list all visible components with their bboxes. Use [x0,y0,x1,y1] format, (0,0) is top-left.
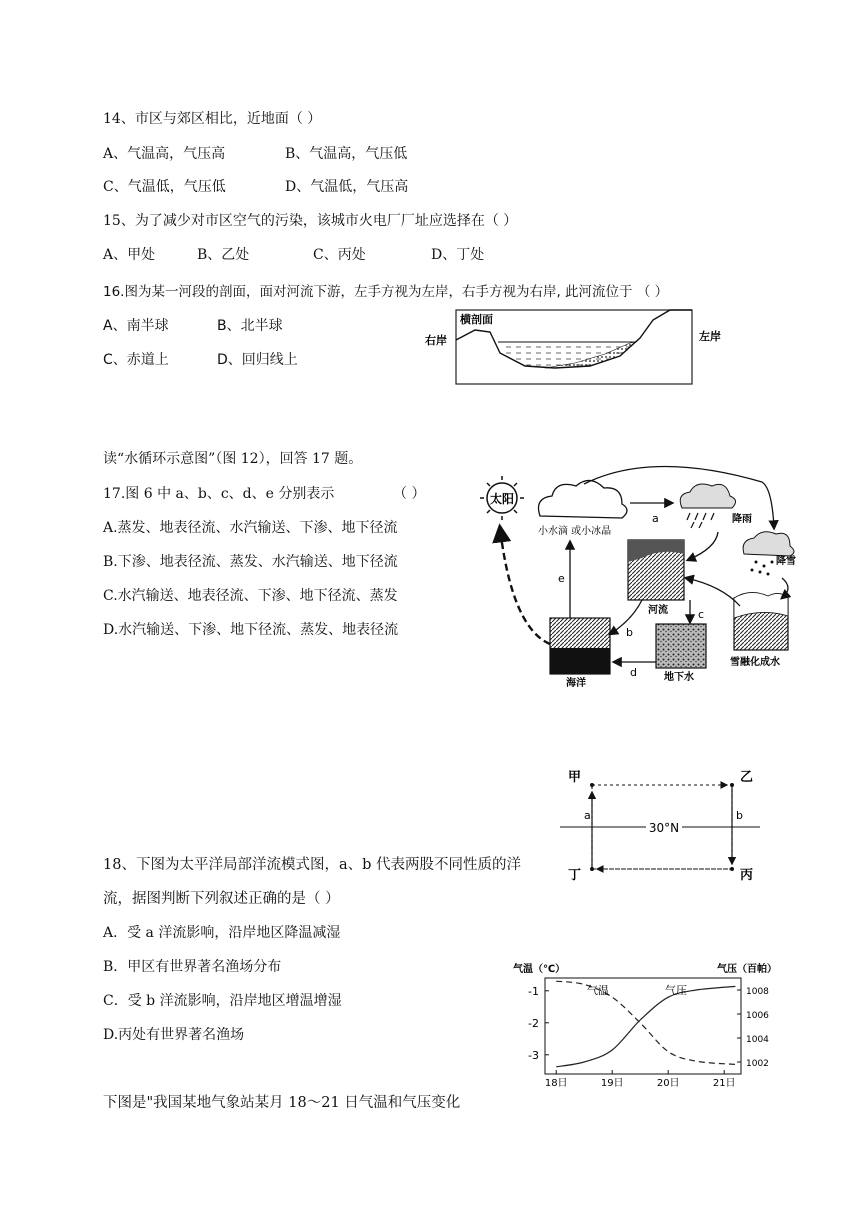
cloud-icon [539,480,628,518]
left-tick-label: -3 [528,1048,539,1062]
q15-option-b: B、乙处 [197,247,250,263]
q16-option-d: D、回归线上 [217,352,298,368]
q14-option-c: C、气温低，气压低 [103,179,226,195]
right-tick-label: 1004 [746,1035,769,1045]
q15-option-c: C、丙处 [313,247,366,263]
right-bank-label: 右岸 [425,334,447,347]
jia-label: 甲 [568,770,582,785]
q18-option-a: A．受 a 洋流影响，沿岸地区降温减湿 [103,925,341,941]
water-cycle-figure [472,458,812,688]
snow-cloud-icon [743,532,794,576]
snow-label: 降雪 [776,556,796,567]
right-tick-label: 1002 [746,1059,769,1069]
x-tick-label: 20日 [656,1078,680,1089]
q14-option-b: B、气温高，气压低 [285,146,408,162]
pressure-series-label: 气压 [665,984,687,997]
sun-icon [480,476,524,520]
q18-option-c: C．受 b 洋流影响，沿岸地区增温增湿 [103,993,342,1009]
q17-option-a: A.蒸发、地表径流、水汽输送、下渗、地下径流 [103,520,398,536]
q18-option-b: B．甲区有世界著名渔场分布 [103,959,282,975]
q17-intro: 读“水循环示意图”（图 12），回答 17 题。 [103,451,363,467]
q16-option-a: A、南半球 [103,318,169,334]
q16-option-c: C、赤道上 [103,352,169,368]
q18-stem-line1: 18、下图为太平洋局部洋流模式图，a、b 代表两股不同性质的洋 [103,857,521,873]
q18-option-d: D.丙处有世界著名渔场 [103,1027,245,1043]
q17-stem: 17.图 6 中 a、b、c、d、e 分别表示 [103,486,335,502]
ocean-current-figure [560,765,760,883]
label-d: d [630,666,637,679]
label-e: e [558,572,565,585]
left-tick-label: -2 [528,1016,539,1030]
ding-label: 丁 [568,868,582,883]
q15-option-a: A、甲处 [103,247,156,263]
river-label: 河流 [648,605,668,616]
q17-option-c: C.水汽输送、地表径流、下渗、地下径流、蒸发 [103,588,398,604]
latitude-label: 30°N [648,821,680,835]
temp-series-label: 气温 [587,984,609,997]
q15-option-d: D、丁处 [431,247,485,263]
x-tick-label: 18日 [544,1078,568,1089]
left-tick-label: -1 [528,984,539,998]
cross-section-label: 横剖面 [460,313,493,326]
pressure-line [556,986,735,1066]
q18-stem-line2: 流，据图判断下列叙述正确的是（ ） [103,891,340,907]
q15-stem: 15、为了减少对市区空气的污染，该城市火电厂厂址应选择在（ ） [103,213,518,229]
rain-cloud-icon [680,484,735,528]
q19-intro: 下图是"我国某地气象站某月 18～21 日气温和气压变化 [103,1095,461,1111]
left-axis-title: 气温（℃） [513,964,566,975]
q16-option-b: B、北半球 [217,318,283,334]
x-tick-label: 19日 [600,1078,624,1089]
q17-option-d: D.水汽输送、下渗、地下径流、蒸发、地表径流 [103,622,399,638]
river-cross-section-figure [425,308,725,388]
current-a-label: a [584,809,591,822]
q17-option-b: B.下渗、地表径流、蒸发、水汽输送、地下径流 [103,554,398,570]
label-b: b [626,626,633,639]
rain-label: 降雨 [732,514,752,525]
q14-stem: 14、市区与郊区相比，近地面（ ） [103,111,322,127]
q17-paren: （ ） [393,486,426,502]
arrow-melt-to-river [686,578,740,606]
arrow-rain-to-river [688,532,718,560]
arrow-sun-dashed [500,528,550,644]
ocean-label: 海洋 [566,678,586,689]
q14-option-a: A、气温高，气压高 [103,146,226,162]
temperature-pressure-chart [505,960,795,1089]
yi-label: 乙 [740,770,754,785]
bing-label: 丙 [740,868,754,883]
right-tick-label: 1006 [746,1011,769,1021]
right-axis-title: 气压（百帕） [717,964,777,975]
groundwater-block [656,624,706,668]
label-c: c [698,608,705,621]
q16-stem: 16.图为某一河段的剖面，面对河流下游，左手方视为左岸，右手方视为右岸, 此河流位于 （ ） [103,284,669,300]
temperature-line [556,981,735,1064]
label-a: a [652,512,659,525]
sun-label: 太阳 [489,492,515,506]
current-b-label: b [736,809,743,822]
snowmelt-label: 雪融化成水 [730,657,780,668]
groundwater-label: 地下水 [664,672,694,683]
right-tick-label: 1008 [746,987,769,997]
x-tick-label: 21日 [712,1078,736,1089]
q14-option-d: D、气温低，气压高 [285,179,409,195]
cloud-label: 小水滴 或小冰晶 [538,526,612,537]
left-bank-label: 左岸 [699,330,721,343]
